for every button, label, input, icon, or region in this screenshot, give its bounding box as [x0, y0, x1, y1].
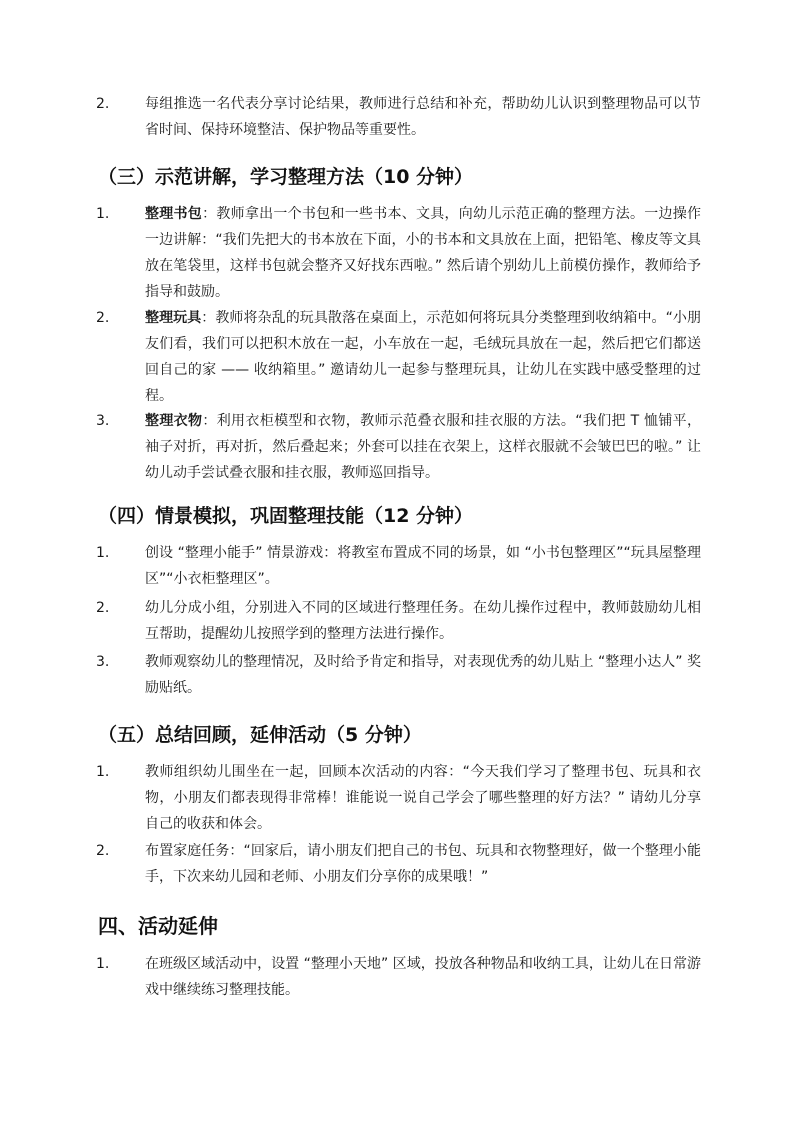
list-number: 3.: [96, 413, 110, 429]
list-body: ：教师拿出一个书包和一些书本、文具，向幼儿示范正确的整理方法。一边操作一边讲解：“我们先把大的书本放在下面，小的书本和文具放在上面，把铅笔、橡皮等文具放在笔袋里，这样书包就会整齐又好找东西啦。” 然后请个别幼儿上前模仿操作，教师给予指导和鼓励。: [145, 206, 702, 300]
chapter-heading: 四、活动延伸: [98, 914, 218, 938]
list-text: 在班级区域活动中，设置 “整理小天地” 区域，投放各种物品和收纳工具，让幼儿在日常游戏中继续练习整理技能。: [145, 956, 701, 998]
list-number: 2.: [96, 843, 110, 859]
list-text: 教师观察幼儿的整理情况，及时给予肯定和指导，对表现优秀的幼儿贴上 “整理小达人” 奖励贴纸。: [145, 654, 701, 696]
list-number: 1.: [96, 545, 110, 561]
list-text: 布置家庭任务：“回家后，请小朋友们把自己的书包、玩具和衣物整理好，做一个整理小能手，下次来幼儿园和老师、小朋友们分享你的成果哦！”: [145, 843, 701, 885]
list-number: 1.: [96, 956, 110, 972]
list-bold-term: 整理书包: [145, 206, 203, 222]
list-number: 1.: [96, 764, 110, 780]
list-text: 每组推选一名代表分享讨论结果，教师进行总结和补充，帮助幼儿认识到整理物品可以节省时间、保持环境整洁、保护物品等重要性。: [145, 96, 701, 138]
list-text: [145, 305, 701, 409]
section-heading-4: （四）情景模拟，巩固整理技能（12 分钟）: [98, 505, 474, 527]
list-number: 2.: [96, 600, 110, 616]
list-number: 3.: [96, 654, 110, 670]
list-text: 幼儿分成小组，分别进入不同的区域进行整理任务。在幼儿操作过程中，教师鼓励幼儿相互帮助，提醒幼儿按照学到的整理方法进行操作。: [145, 600, 701, 642]
list-text: [145, 201, 701, 305]
list-number: 2.: [96, 310, 110, 326]
list-number: 1.: [96, 206, 110, 222]
list-body: ：教师将杂乱的玩具散落在桌面上，示范如何将玩具分类整理到收纳箱中。“小朋友们看，我们可以把积木放在一起，小车放在一起，毛绒玩具放在一起，然后把它们都送回自己的家 —— 收纳箱里。” 邀请幼儿一起参与整理玩具，让幼儿在实践中感受整理的过程。: [145, 310, 701, 404]
list-bold-term: 整理衣物: [145, 413, 203, 429]
list-number: 2.: [96, 96, 110, 112]
list-text: 教师组织幼儿围坐在一起，回顾本次活动的内容：“今天我们学习了整理书包、玩具和衣物，小朋友们都表现得非常棒！谁能说一说自己学会了哪些整理的好方法？” 请幼儿分享自己的收获和体会。: [145, 764, 701, 832]
list-body: ：利用衣柜模型和衣物，教师示范叠衣服和挂衣服的方法。“我们把 T 恤铺平，袖子对折，再对折，然后叠起来；外套可以挂在衣架上，这样衣服就不会皱巴巴的啦。” 让幼儿动手尝试叠衣服和挂衣服，教师巡回指导。: [145, 413, 702, 481]
list-text: [145, 408, 701, 486]
list-bold-term: 整理玩具: [145, 310, 202, 326]
list-text: 创设 “整理小能手” 情景游戏：将教室布置成不同的场景，如 “小书包整理区”“玩具屋整理区”“小衣柜整理区”。: [145, 545, 701, 587]
section-heading-5: （五）总结回顾，延伸活动（5 分钟）: [98, 724, 422, 746]
section-heading-3: （三）示范讲解，学习整理方法（10 分钟）: [98, 166, 474, 188]
